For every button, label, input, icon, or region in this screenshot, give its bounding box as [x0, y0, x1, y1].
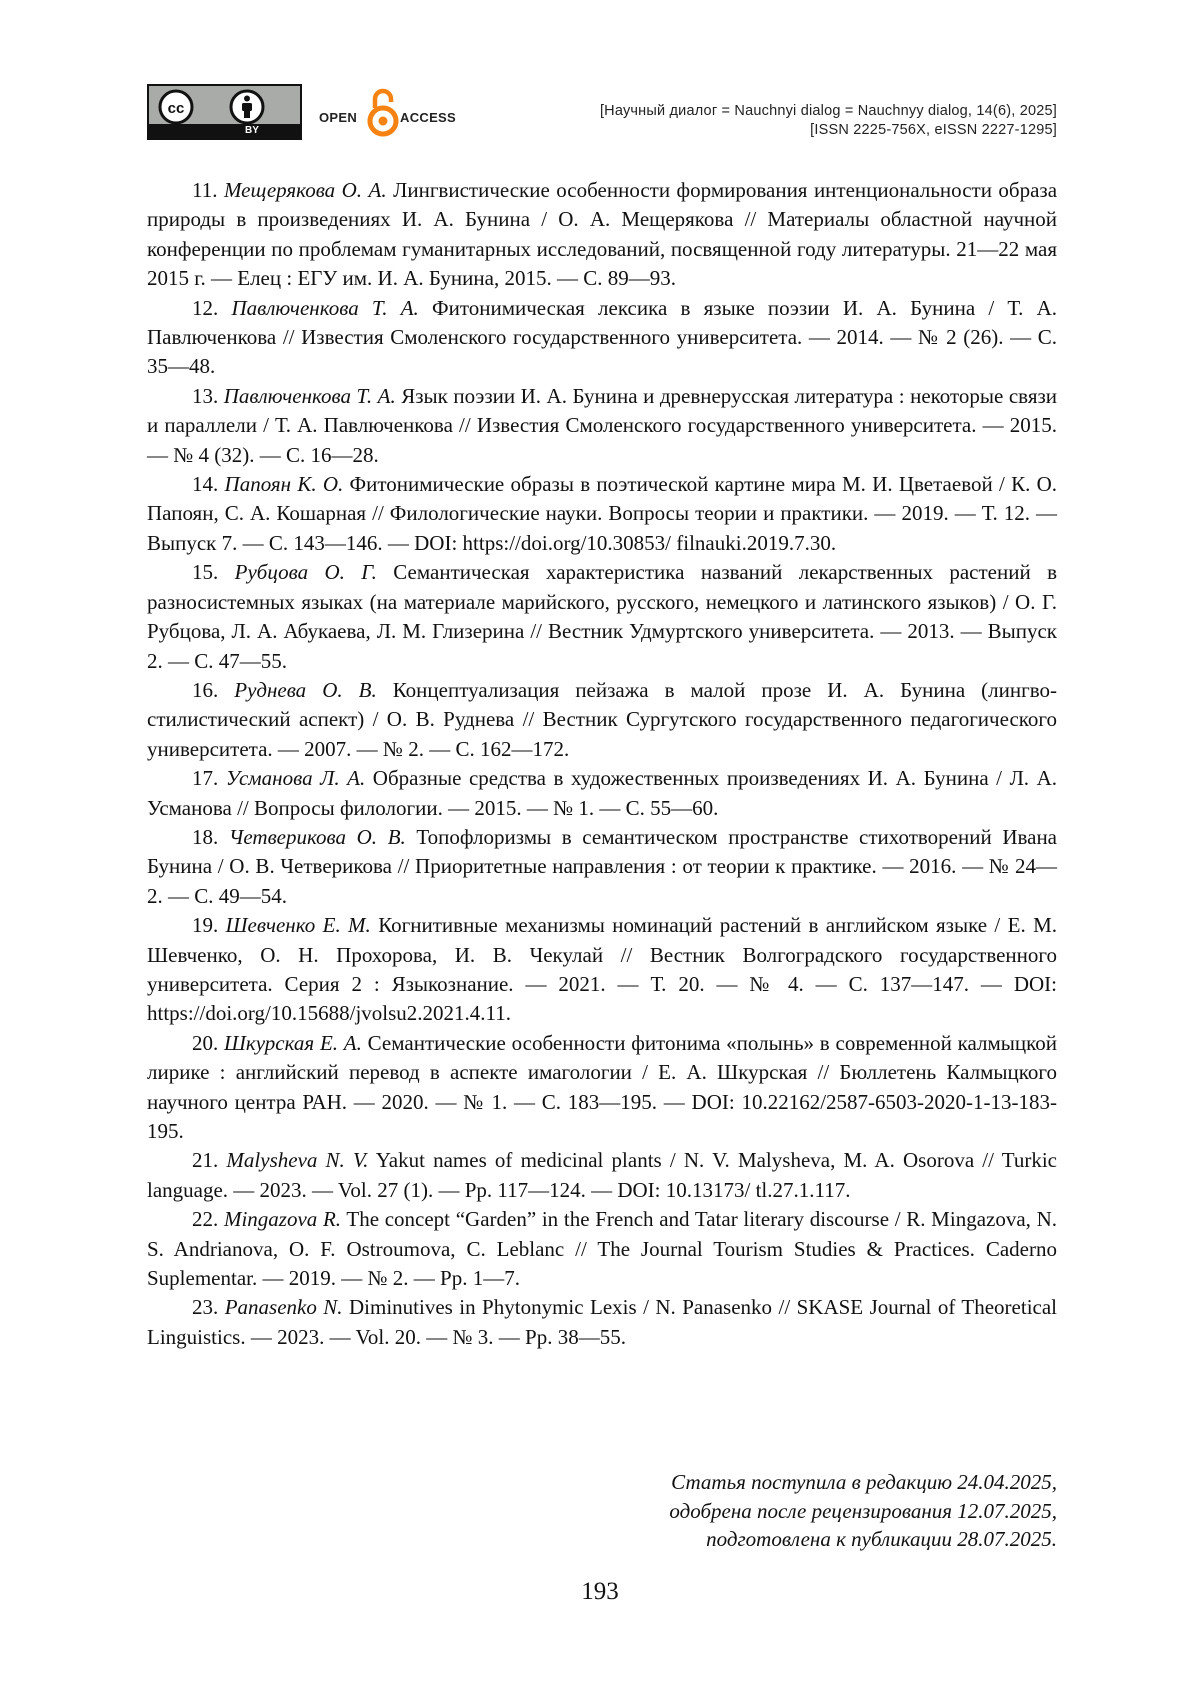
reference-number: 12.	[192, 295, 219, 320]
reference-number: 14.	[192, 472, 219, 497]
reference-text: Фитонимические образы в поэтической картине мира М. И. Цветаевой / К. О. Папоян, С. А. Кошарная // Филологические науки. Вопросы теории и практики. — 2019. — Т. 12. — Выпуск 7. — С. 143—146. — DOI: https://doi.org/10.30853/ filnauki.2019.7.30.	[147, 472, 1058, 555]
reference-list	[147, 176, 1057, 1352]
reference-text: Yakut names of medicinal plants / N. V. Malysheva, M. A. Osorova // Turkic language. — 2023. — Vol. 27 (1). — Pp. 117—124. — DOI: 10.13173/ tl.27.1.117.	[147, 1148, 1058, 1202]
cc-by-label: BY	[245, 125, 259, 136]
journal-issn: [ISSN 2225-756X, eISSN 2227-1295]	[810, 122, 1057, 138]
reference-author: Усманова Л. А.	[225, 766, 366, 791]
open-access-lock-icon	[366, 88, 400, 140]
page-header	[147, 84, 1057, 144]
reference-author: Руднева О. В.	[234, 677, 377, 702]
reference-author: Mingazova R.	[223, 1207, 342, 1232]
reference-number: 23.	[192, 1295, 219, 1320]
reference-author: Мещерякова О. А.	[223, 178, 387, 202]
reference-number: 20.	[192, 1030, 219, 1055]
reference-text: Концептуализация пейзажа в малой прозе И. А. Бунина (лингвостилистический аспект) / О. В. Руднева // Вестник Сургутского государственного педагогического университета. — 2007. — № 2. — С. 162—172.	[147, 677, 1058, 761]
reference-item	[147, 911, 1057, 1029]
reference-number: 21.	[192, 1148, 219, 1173]
open-access-right-text: ACCESS	[400, 110, 456, 125]
received-date: Статья поступила в редакцию 24.04.2025,	[671, 1470, 1057, 1494]
journal-info	[600, 102, 1057, 140]
reference-text: Семантические особенности фитонима «полынь» в современной калмыцкой лирике : английский перевод в аспекте имагологии / Е. А. Шкурская // Бюллетень Калмыцкого научного центра РАН. — 2020. — № 1. — С. 183—195. — DOI: 10.22162/2587-6503-2020-1-13-183-195.	[147, 1030, 1058, 1143]
reference-author: Павлюченкова Т. А.	[231, 295, 419, 320]
reference-author: Шкурская Е. А.	[224, 1030, 362, 1055]
page-number: 193	[581, 1578, 619, 1605]
approved-date: одобрена после рецензирования 12.07.2025,	[669, 1498, 1057, 1523]
reference-text: Семантическая характеристика названий лекарственных растений в разносистемных языках (на материале марийского, русского, немецкого и латинского языков) / О. Г. Рубцова, Л. А. Абукаева, Л. М. Глизерина // Вестник Удмуртского университета. — 2013. — Выпуск 2. — С. 47—55.	[147, 560, 1057, 673]
reference-item	[147, 558, 1057, 676]
reference-item	[147, 382, 1057, 470]
prepared-date: подготовлена к публикации 28.07.2025.	[706, 1527, 1057, 1551]
reference-item	[147, 1205, 1057, 1293]
journal-citation: [Научный диалог = Nauchnyi dialog = Nauchnyy dialog, 14(6), 2025]	[599, 103, 1057, 119]
reference-item	[147, 823, 1057, 911]
reference-item	[147, 764, 1057, 823]
reference-item	[147, 470, 1057, 558]
reference-author: Шевченко Е. М.	[225, 913, 371, 938]
reference-text: Diminutives in Phytonymic Lexis / N. Panasenko // SKASE Journal of Theoretical Linguistics. — 2023. — Vol. 20. — № 3. — Pp. 38—55.	[147, 1295, 1058, 1349]
reference-author: Павлюченкова Т. А.	[223, 383, 396, 408]
reference-text: Лингвистические особенности формирования интенциональности образа природы в произведениях И. А. Бунина / О. А. Мещерякова // Материалы областной научной конференции по проблемам гуманитарных исследований, посвященной году литературы. 21—22 мая 2015 г. — Елец : ЕГУ им. И. А. Бунина, 2015. — С. 89—93.	[147, 178, 1058, 291]
reference-item	[147, 1029, 1057, 1147]
open-access-logo	[319, 88, 464, 140]
reference-text: Фитонимическая лексика в языке поэзии И. А. Бунина / Т. А. Павлюченкова // Известия Смоленского государственного университета. — 2014. — № 2 (26). — С. 35—48.	[147, 295, 1058, 379]
reference-author: Panasenko N.	[224, 1295, 343, 1320]
reference-number: 15.	[192, 560, 219, 585]
article-dates-note	[669, 1468, 1057, 1554]
reference-item	[147, 294, 1057, 382]
reference-item	[147, 1146, 1057, 1205]
reference-text: Топофлоризмы в семантическом пространстве стихотворений Ивана Бунина / О. В. Четверикова // Приоритетные направления : от теории к практике. — 2016. — № 24—2. — С. 49—54.	[147, 824, 1058, 908]
reference-number: 22.	[192, 1207, 219, 1232]
reference-number: 16.	[192, 677, 219, 702]
reference-number: 13.	[192, 383, 219, 408]
creative-commons-icon	[157, 88, 195, 126]
reference-text: Язык поэзии И. А. Бунина и древнерусская литература : некоторые связи и параллели / Т. А. Павлюченкова // Известия Смоленского государственного университета. — 2015. — № 4 (32). — С. 16—28.	[147, 383, 1058, 467]
svg-text:cc: cc	[167, 100, 185, 117]
open-access-left-text: OPEN	[319, 110, 358, 125]
reference-item	[147, 676, 1057, 764]
reference-text: Образные средства в художественных произведениях И. А. Бунина / Л. А. Усманова // Вопросы филологии. — 2015. — № 1. — С. 55—60.	[147, 766, 1058, 820]
reference-number: 17.	[192, 766, 219, 791]
reference-item	[147, 176, 1057, 294]
reference-text: Когнитивные механизмы номинаций растений в английском языке / Е. М. Шевченко, О. Н. Прохорова, И. В. Чекулай // Вестник Волгоградского государственного университета. Серия 2 : Языкознание. — 2021. — Т. 20. — № 4. — С. 137—147. — DOI: https://doi.org/10.15688/jvolsu2.2021.4.11.	[147, 913, 1058, 1026]
reference-author: Malysheva N. V.	[226, 1148, 369, 1173]
reference-author: Рубцова О. Г.	[234, 560, 377, 585]
reference-number: 18.	[192, 824, 219, 849]
attribution-person-icon	[228, 88, 266, 126]
reference-number: 19.	[192, 913, 219, 938]
reference-item	[147, 1293, 1057, 1352]
reference-text: The concept “Garden” in the French and Tatar literary discourse / R. Mingazova, N. S. Andrianova, O. F. Ostroumova, C. Leblanc // The Journal Tourism Studies & Practices. Caderno Suplementar. — 2019. — № 2. — Pp. 1—7.	[147, 1207, 1058, 1291]
cc-by-license-badge	[147, 84, 302, 140]
reference-number: 11.	[192, 178, 218, 202]
reference-author: Четверикова О. В.	[228, 824, 406, 849]
cc-badge-strip	[149, 124, 300, 138]
reference-author: Папоян К. О.	[224, 472, 344, 497]
